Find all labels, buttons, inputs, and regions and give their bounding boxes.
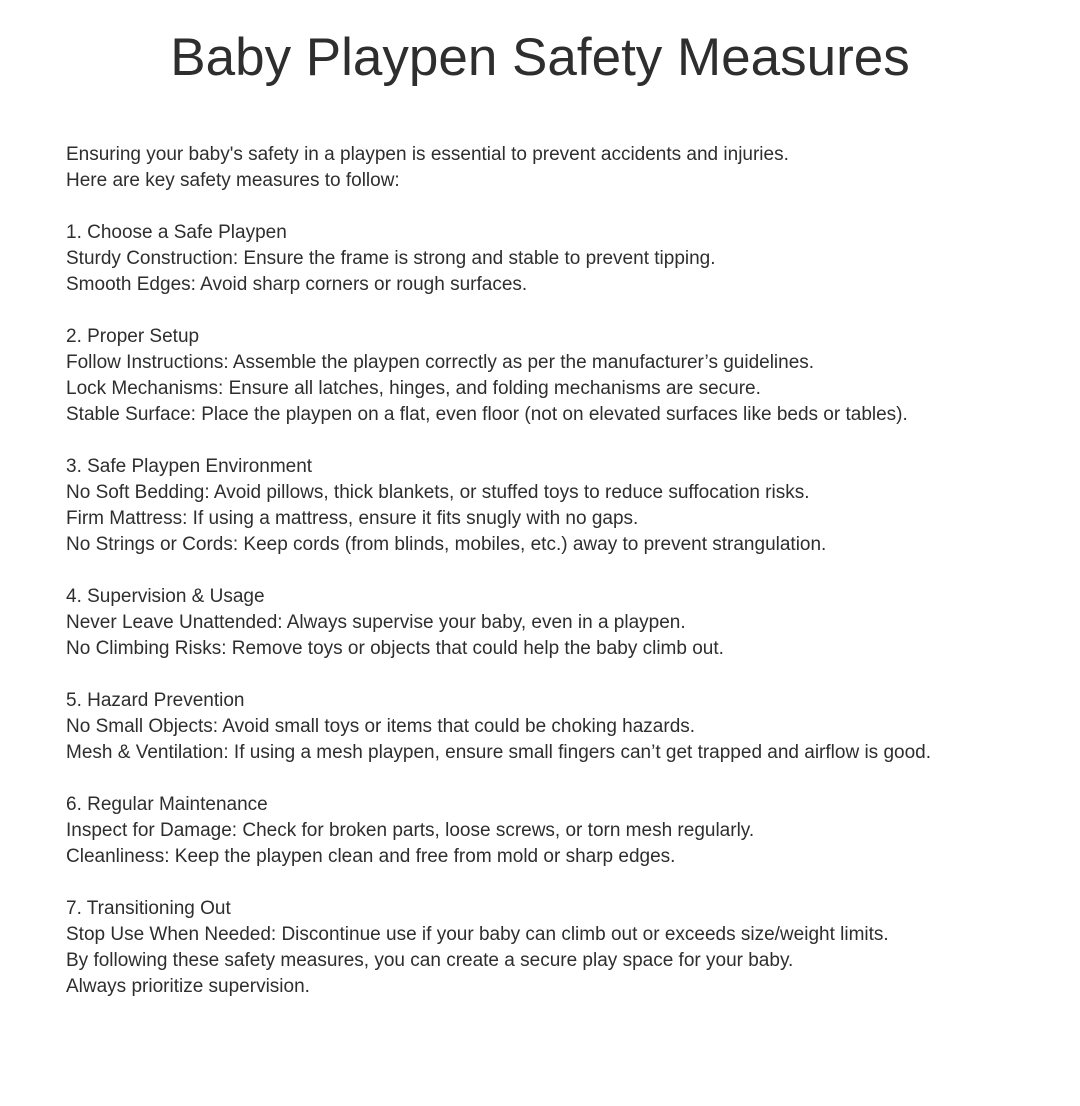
section-line: Follow Instructions: Assemble the playpen correctly as per the manufacturer’s guidelines. bbox=[66, 352, 815, 373]
section-heading: 3. Safe Playpen Environment bbox=[66, 456, 313, 477]
safety-section bbox=[66, 896, 1014, 948]
safety-section bbox=[66, 688, 1014, 766]
outro-paragraph bbox=[66, 948, 1014, 1000]
section-line: Firm Mattress: If using a mattress, ensure it fits snugly with no gaps. bbox=[66, 508, 639, 529]
section-heading: 1. Choose a Safe Playpen bbox=[66, 222, 287, 243]
section-line: No Strings or Cords: Keep cords (from blinds, mobiles, etc.) away to prevent strangulation. bbox=[66, 534, 827, 555]
intro-line: Ensuring your baby's safety in a playpen is essential to prevent accidents and injuries. bbox=[66, 144, 789, 165]
safety-section bbox=[66, 454, 1014, 558]
section-heading: 2. Proper Setup bbox=[66, 326, 200, 347]
intro-paragraph bbox=[66, 142, 1014, 194]
section-line: Lock Mechanisms: Ensure all latches, hinges, and folding mechanisms are secure. bbox=[66, 378, 761, 399]
section-line: No Climbing Risks: Remove toys or objects that could help the baby climb out. bbox=[66, 638, 724, 659]
section-line: Smooth Edges: Avoid sharp corners or rough surfaces. bbox=[66, 274, 528, 295]
section-line: Mesh & Ventilation: If using a mesh playpen, ensure small fingers can’t get trapped and airflow is good. bbox=[66, 742, 931, 763]
intro-line: Here are key safety measures to follow: bbox=[66, 170, 400, 191]
sections bbox=[66, 220, 1014, 948]
section-heading: 5. Hazard Prevention bbox=[66, 690, 245, 711]
section-line: No Soft Bedding: Avoid pillows, thick blankets, or stuffed toys to reduce suffocation risks. bbox=[66, 482, 810, 503]
section-heading: 6. Regular Maintenance bbox=[66, 794, 268, 815]
document-content bbox=[66, 142, 1014, 1000]
section-heading: 4. Supervision & Usage bbox=[66, 586, 265, 607]
section-line: No Small Objects: Avoid small toys or items that could be choking hazards. bbox=[66, 716, 696, 737]
section-line: Stable Surface: Place the playpen on a flat, even floor (not on elevated surfaces like beds or tables). bbox=[66, 404, 908, 425]
outro-line: By following these safety measures, you can create a secure play space for your baby. bbox=[66, 950, 794, 971]
document-page bbox=[0, 26, 1080, 1106]
section-line: Stop Use When Needed: Discontinue use if your baby can climb out or exceeds size/weight limits. bbox=[66, 924, 889, 945]
section-line: Inspect for Damage: Check for broken parts, loose screws, or torn mesh regularly. bbox=[66, 820, 755, 841]
safety-section bbox=[66, 584, 1014, 662]
outro-line: Always prioritize supervision. bbox=[66, 976, 310, 997]
safety-section bbox=[66, 792, 1014, 870]
safety-section bbox=[66, 220, 1014, 298]
section-line: Sturdy Construction: Ensure the frame is strong and stable to prevent tipping. bbox=[66, 248, 716, 269]
page-title: Baby Playpen Safety Measures bbox=[170, 28, 910, 87]
safety-section bbox=[66, 324, 1014, 428]
section-line: Cleanliness: Keep the playpen clean and free from mold or sharp edges. bbox=[66, 846, 676, 867]
section-heading: 7. Transitioning Out bbox=[66, 898, 231, 919]
section-line: Never Leave Unattended: Always supervise your baby, even in a playpen. bbox=[66, 612, 686, 633]
